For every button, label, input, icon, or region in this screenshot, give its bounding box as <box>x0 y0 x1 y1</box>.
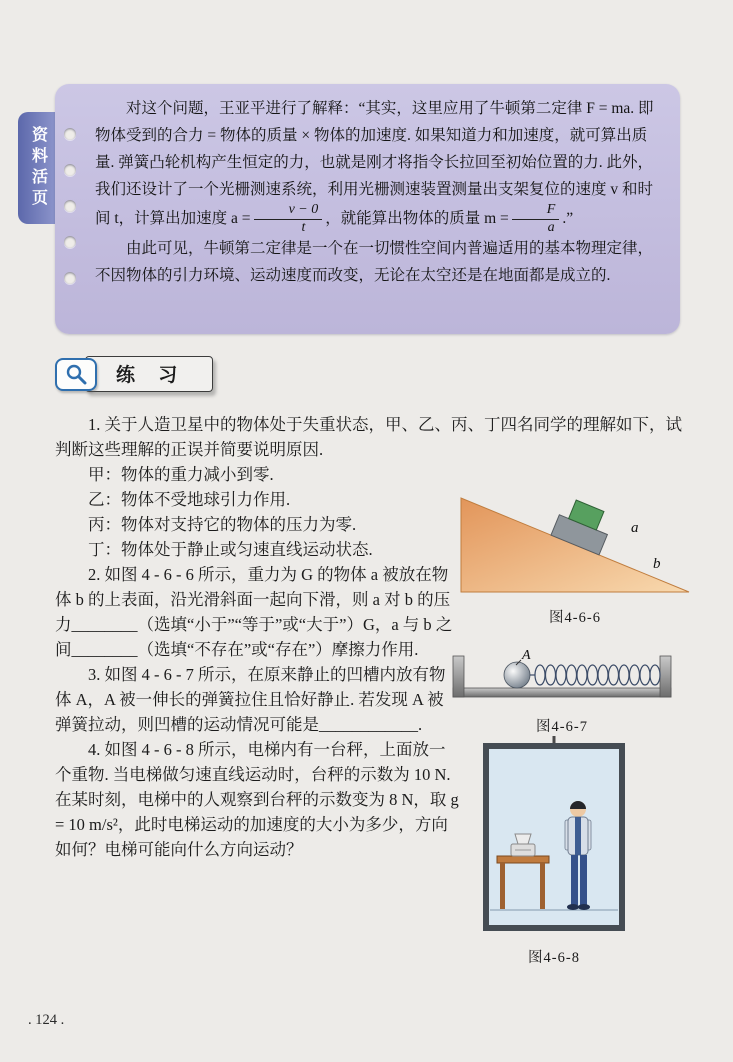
problem-4-text: 4. 如图 4 - 6 - 8 所示，电梯内有一台秤，上面放一个重物. 当电梯做匀速直线运动时，台秤的示数为 10 N. 在某时刻，电梯中的人观察到台秤的示数变为 8 N，取 g = 10 m/s²，此时电梯运动的加速度的大小为多少，方向如何？电梯可能向什么方向运动？ <box>55 740 459 859</box>
fraction-numerator: F <box>512 203 560 220</box>
resource-tab-label: 资料活页 <box>29 126 47 210</box>
person-leg-left <box>571 855 578 905</box>
info-box-text <box>95 95 658 289</box>
practice-title: 练 习 <box>85 356 213 392</box>
figure-4-6-7-caption: 图4-6-7 <box>536 719 588 735</box>
problem-3-text: 3. 如图 4 - 6 - 7 所示，在原来静止的凹槽内放有物体 A，A 被一伸长的弹簧拉住且恰好静止. 若发现 A 被弹簧拉动，则凹槽的运动情况可能是____________. <box>55 665 446 734</box>
elevator-diagram <box>479 736 629 934</box>
binder-hole <box>64 200 76 212</box>
problem-1-text: 1. 关于人造卫星中的物体处于失重状态，甲、乙、丙、丁四名同学的理解如下，试判断这些理解的正误并简要说明原因. <box>55 415 682 459</box>
figure-4-6-8 <box>479 736 629 971</box>
figure-4-6-6-caption: 图4-6-6 <box>549 610 601 626</box>
elevator-frame <box>486 746 622 928</box>
info-paragraph-1-text3: .” <box>562 209 574 227</box>
groove-spring-diagram <box>451 648 673 703</box>
ball-A-label: A <box>522 648 531 663</box>
figure-4-6-8-caption: 图4-6-8 <box>528 950 580 966</box>
block-a-label: a <box>631 520 639 536</box>
groove-left-wall <box>453 656 464 697</box>
fraction-acceleration <box>254 203 323 235</box>
fraction-denominator: t <box>301 219 306 235</box>
problem-1-option-yi: 乙：物体不受地球引力作用. <box>88 490 291 509</box>
binder-hole <box>64 128 76 140</box>
binder-hole <box>64 164 76 176</box>
info-paragraph-1-text: 对这个问题，王亚平进行了解释：“其实，这里应用了牛顿第二定律 F = ma. 即物体受到的合力 = 物体的质量 × 物体的加速度. 如果知道力和加速度，就可算出质量. 弹簧凸轮机构产生恒定的力，也就是刚才将指令长拉回至初始位置的力. 此外，我们还设计了一个光栅测速系统，利用光栅测速装置测量出支架复位的速度 v 和时间 t，计算出加速度 a = <box>95 100 654 227</box>
groove-right-wall <box>660 656 671 697</box>
problem-1-option-jia: 甲：物体的重力减小到零. <box>88 465 274 484</box>
binder-hole <box>64 236 76 248</box>
fraction-denominator: a <box>547 219 555 235</box>
problem-1-option-bing: 丙：物体对支持它的物体的压力为零. <box>88 515 357 534</box>
resource-tab <box>18 112 58 224</box>
block-b-label: b <box>653 556 661 572</box>
incline-diagram <box>457 492 693 594</box>
magnifier-icon-glyph <box>64 363 88 385</box>
problem-1-option-ding: 丁：物体处于静止或匀速直线运动状态. <box>88 540 373 559</box>
info-box <box>55 84 680 334</box>
person-foot-left <box>567 904 579 910</box>
person-vest <box>575 817 581 855</box>
page-number: . 124 . <box>28 1012 65 1028</box>
person-foot-right <box>578 904 590 910</box>
problem-2-text: 2. 如图 4 - 6 - 6 所示，重力为 G 的物体 a 被放在物体 b 的上表面，沿光滑斜面一起向下滑，则 a 对 b 的压力________（选填“小于”“等于”或“大于”）G，a 与 b 之间________（选填“不存在”或“存在”）摩擦力作用. <box>55 565 453 659</box>
groove-bottom <box>453 688 671 697</box>
person-leg-right <box>580 855 587 905</box>
binder-hole <box>64 272 76 284</box>
info-paragraph-1-text2: ，就能算出物体的质量 m = <box>325 209 509 227</box>
fraction-mass <box>512 203 560 235</box>
practice-header <box>55 356 213 392</box>
magnifier-icon <box>55 358 97 391</box>
practice-body <box>55 412 685 1012</box>
figure-4-6-7 <box>451 648 673 740</box>
info-paragraph-2: 由此可见，牛顿第二定律是一个在一切惯性空间内普遍适用的基本物理定律，不因物体的引力环境、运动速度而改变，无论在太空还是在地面都是成立的. <box>95 240 654 285</box>
figure-4-6-6 <box>457 492 693 631</box>
spring-coils <box>535 665 660 685</box>
ball-A <box>504 662 530 688</box>
fraction-numerator: v − 0 <box>254 203 323 220</box>
info-paragraph-1 <box>95 95 658 235</box>
